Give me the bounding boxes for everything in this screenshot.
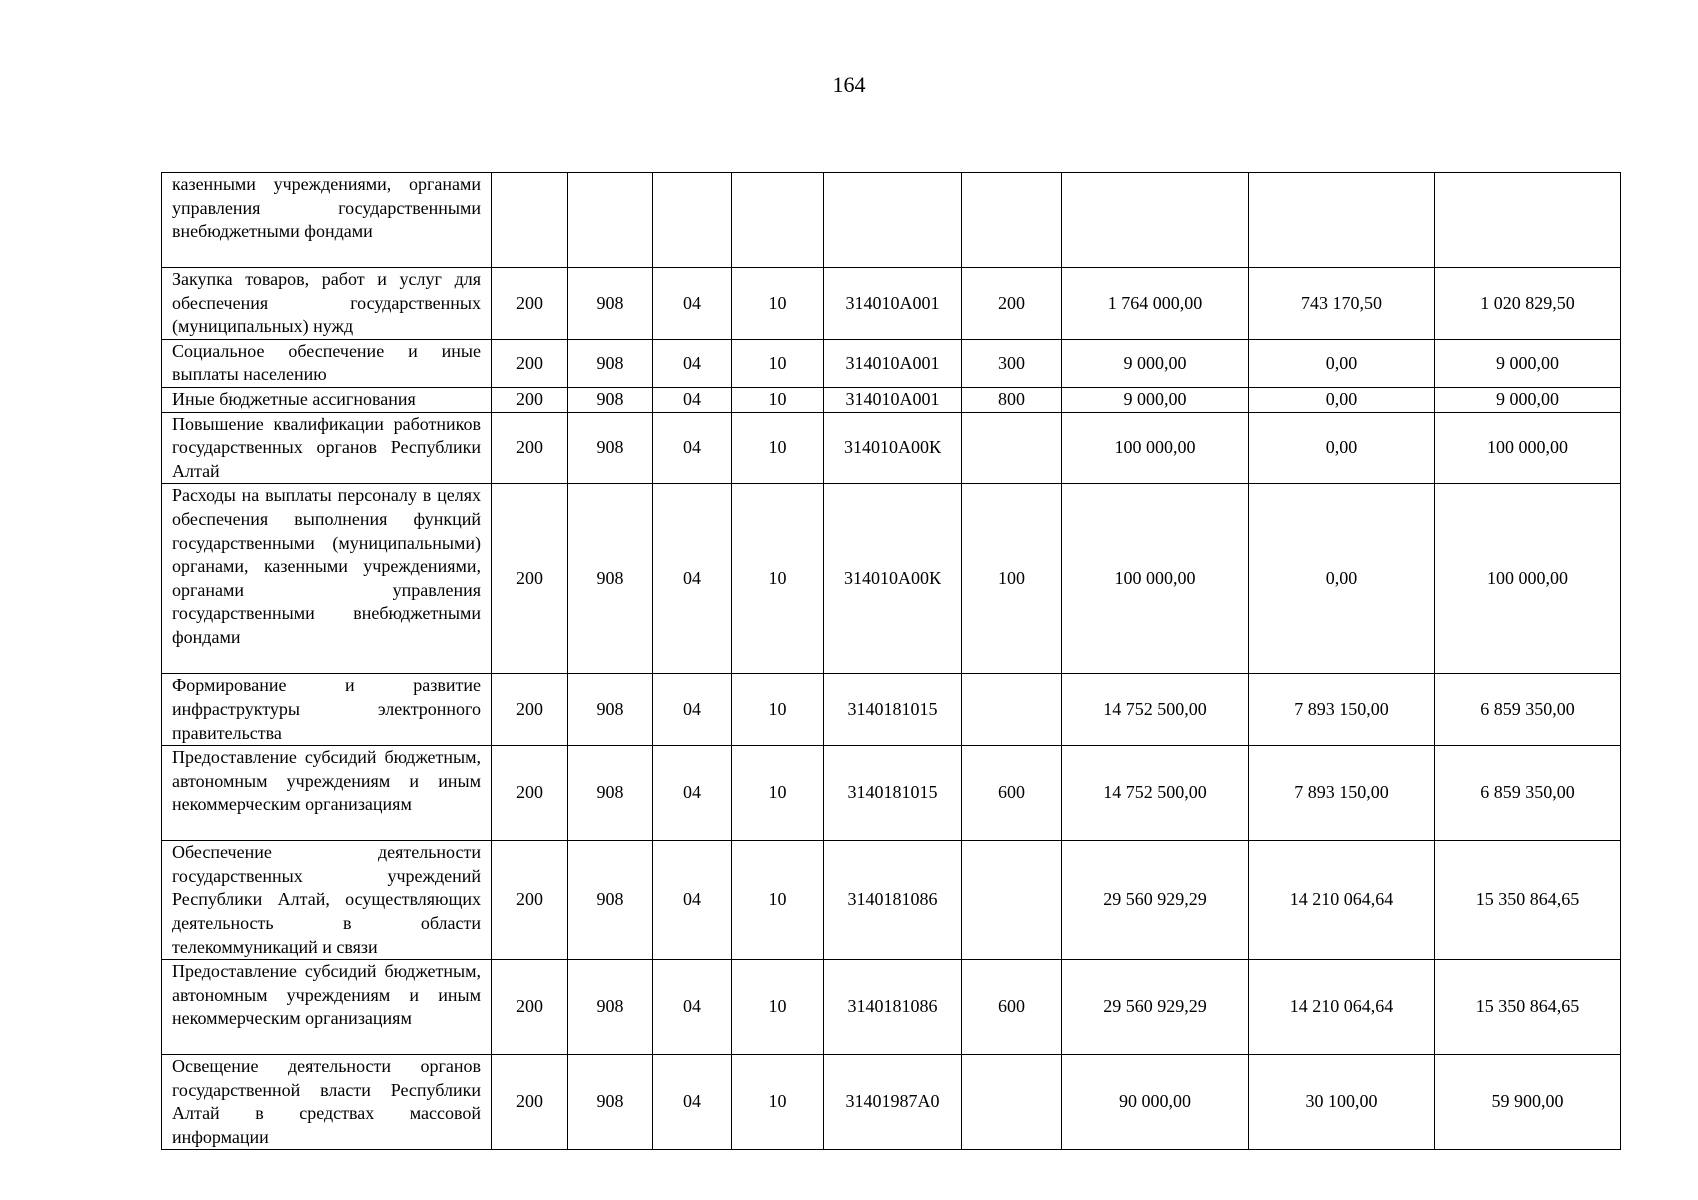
row-description: Социальное обеспечение и иные выплаты населению	[162, 339, 492, 387]
executed-amount: 14 210 064,64	[1249, 841, 1435, 960]
target-article-code: 314010А00К	[824, 484, 962, 674]
subsection-code: 10	[732, 412, 824, 484]
table-row	[162, 173, 1621, 268]
row-description: Повышение квалификации работников государственных органов Республики Алтай	[162, 412, 492, 484]
chapter-code	[653, 173, 732, 268]
approved-amount: 29 560 929,29	[1062, 960, 1249, 1055]
subsection-code: 10	[732, 746, 824, 841]
table-row	[162, 412, 1621, 484]
chapter-code: 04	[653, 674, 732, 746]
expense-type-code: 300	[962, 339, 1062, 387]
remaining-amount: 9 000,00	[1435, 339, 1621, 387]
expense-type-code: 200	[962, 268, 1062, 340]
executed-amount: 0,00	[1249, 412, 1435, 484]
section-code: 200	[492, 412, 568, 484]
section-code	[492, 173, 568, 268]
table-row	[162, 841, 1621, 960]
chapter-code: 04	[653, 339, 732, 387]
approved-amount: 1 764 000,00	[1062, 268, 1249, 340]
remaining-amount: 15 350 864,65	[1435, 960, 1621, 1055]
executed-amount: 14 210 064,64	[1249, 960, 1435, 1055]
approved-amount: 90 000,00	[1062, 1055, 1249, 1150]
expense-type-code: 600	[962, 960, 1062, 1055]
table-row	[162, 268, 1621, 340]
table-row	[162, 484, 1621, 674]
section-code: 200	[492, 387, 568, 412]
table-row	[162, 1055, 1621, 1150]
subsection-code: 10	[732, 387, 824, 412]
executed-amount: 7 893 150,00	[1249, 674, 1435, 746]
chapter-code: 04	[653, 484, 732, 674]
ministry-code: 908	[568, 268, 653, 340]
chapter-code: 04	[653, 387, 732, 412]
section-code: 200	[492, 746, 568, 841]
remaining-amount: 6 859 350,00	[1435, 746, 1621, 841]
approved-amount: 9 000,00	[1062, 387, 1249, 412]
target-article-code: 3140181015	[824, 746, 962, 841]
table-row	[162, 746, 1621, 841]
target-article-code: 314010А001	[824, 387, 962, 412]
expense-type-code	[962, 674, 1062, 746]
subsection-code: 10	[732, 841, 824, 960]
approved-amount: 100 000,00	[1062, 412, 1249, 484]
subsection-code: 10	[732, 1055, 824, 1150]
chapter-code: 04	[653, 268, 732, 340]
page-number: 164	[832, 72, 866, 97]
executed-amount: 0,00	[1249, 339, 1435, 387]
table-body	[162, 173, 1621, 1150]
expense-type-code	[962, 1055, 1062, 1150]
target-article-code: 314010А001	[824, 339, 962, 387]
subsection-code: 10	[732, 674, 824, 746]
remaining-amount	[1435, 173, 1621, 268]
target-article-code: 31401987А0	[824, 1055, 962, 1150]
section-code: 200	[492, 960, 568, 1055]
chapter-code: 04	[653, 412, 732, 484]
table-row	[162, 960, 1621, 1055]
row-description: Закупка товаров, работ и услуг для обеспечения государственных (муниципальных) нужд	[162, 268, 492, 340]
table-row	[162, 387, 1621, 412]
ministry-code: 908	[568, 746, 653, 841]
chapter-code: 04	[653, 746, 732, 841]
remaining-amount: 1 020 829,50	[1435, 268, 1621, 340]
ministry-code: 908	[568, 412, 653, 484]
approved-amount: 14 752 500,00	[1062, 746, 1249, 841]
section-code: 200	[492, 339, 568, 387]
target-article-code: 3140181015	[824, 674, 962, 746]
target-article-code: 3140181086	[824, 960, 962, 1055]
approved-amount	[1062, 173, 1249, 268]
section-code: 200	[492, 674, 568, 746]
target-article-code: 314010А00К	[824, 412, 962, 484]
ministry-code: 908	[568, 1055, 653, 1150]
row-description: Формирование и развитие инфраструктуры электронного правительства	[162, 674, 492, 746]
ministry-code: 908	[568, 960, 653, 1055]
expense-type-code: 800	[962, 387, 1062, 412]
chapter-code: 04	[653, 960, 732, 1055]
remaining-amount: 100 000,00	[1435, 412, 1621, 484]
remaining-amount: 59 900,00	[1435, 1055, 1621, 1150]
ministry-code: 908	[568, 674, 653, 746]
chapter-code: 04	[653, 841, 732, 960]
expense-type-code	[962, 173, 1062, 268]
subsection-code: 10	[732, 960, 824, 1055]
target-article-code: 314010А001	[824, 268, 962, 340]
table-row	[162, 339, 1621, 387]
target-article-code: 3140181086	[824, 841, 962, 960]
ministry-code	[568, 173, 653, 268]
expense-type-code: 600	[962, 746, 1062, 841]
remaining-amount: 9 000,00	[1435, 387, 1621, 412]
subsection-code: 10	[732, 339, 824, 387]
executed-amount: 743 170,50	[1249, 268, 1435, 340]
executed-amount: 0,00	[1249, 387, 1435, 412]
row-description: казенными учреждениями, органами управления государственными внебюджетными фондами	[162, 173, 492, 268]
row-description: Расходы на выплаты персоналу в целях обеспечения выполнения функций государственными (муниципальными) органами, казенными учреждениями, органами управления государственными внебюджетными фондами	[162, 484, 492, 674]
executed-amount: 7 893 150,00	[1249, 746, 1435, 841]
ministry-code: 908	[568, 387, 653, 412]
row-description: Предоставление субсидий бюджетным, автономным учреждениям и иным некоммерческим организациям	[162, 746, 492, 841]
remaining-amount: 6 859 350,00	[1435, 674, 1621, 746]
executed-amount	[1249, 173, 1435, 268]
expense-type-code	[962, 412, 1062, 484]
approved-amount: 14 752 500,00	[1062, 674, 1249, 746]
approved-amount: 9 000,00	[1062, 339, 1249, 387]
section-code: 200	[492, 1055, 568, 1150]
remaining-amount: 15 350 864,65	[1435, 841, 1621, 960]
section-code: 200	[492, 484, 568, 674]
section-code: 200	[492, 268, 568, 340]
remaining-amount: 100 000,00	[1435, 484, 1621, 674]
subsection-code: 10	[732, 484, 824, 674]
table-row	[162, 674, 1621, 746]
budget-table	[161, 172, 1621, 1150]
row-description: Предоставление субсидий бюджетным, автономным учреждениям и иным некоммерческим организациям	[162, 960, 492, 1055]
target-article-code	[824, 173, 962, 268]
ministry-code: 908	[568, 841, 653, 960]
subsection-code: 10	[732, 268, 824, 340]
subsection-code	[732, 173, 824, 268]
chapter-code: 04	[653, 1055, 732, 1150]
row-description: Обеспечение деятельности государственных учреждений Республики Алтай, осуществляющих деятельность в области телекоммуникаций и связи	[162, 841, 492, 960]
expense-type-code	[962, 841, 1062, 960]
expense-type-code: 100	[962, 484, 1062, 674]
ministry-code: 908	[568, 484, 653, 674]
ministry-code: 908	[568, 339, 653, 387]
row-description: Иные бюджетные ассигнования	[162, 387, 492, 412]
approved-amount: 29 560 929,29	[1062, 841, 1249, 960]
executed-amount: 30 100,00	[1249, 1055, 1435, 1150]
section-code: 200	[492, 841, 568, 960]
executed-amount: 0,00	[1249, 484, 1435, 674]
row-description: Освещение деятельности органов государственной власти Республики Алтай в средствах массовой информации	[162, 1055, 492, 1150]
approved-amount: 100 000,00	[1062, 484, 1249, 674]
